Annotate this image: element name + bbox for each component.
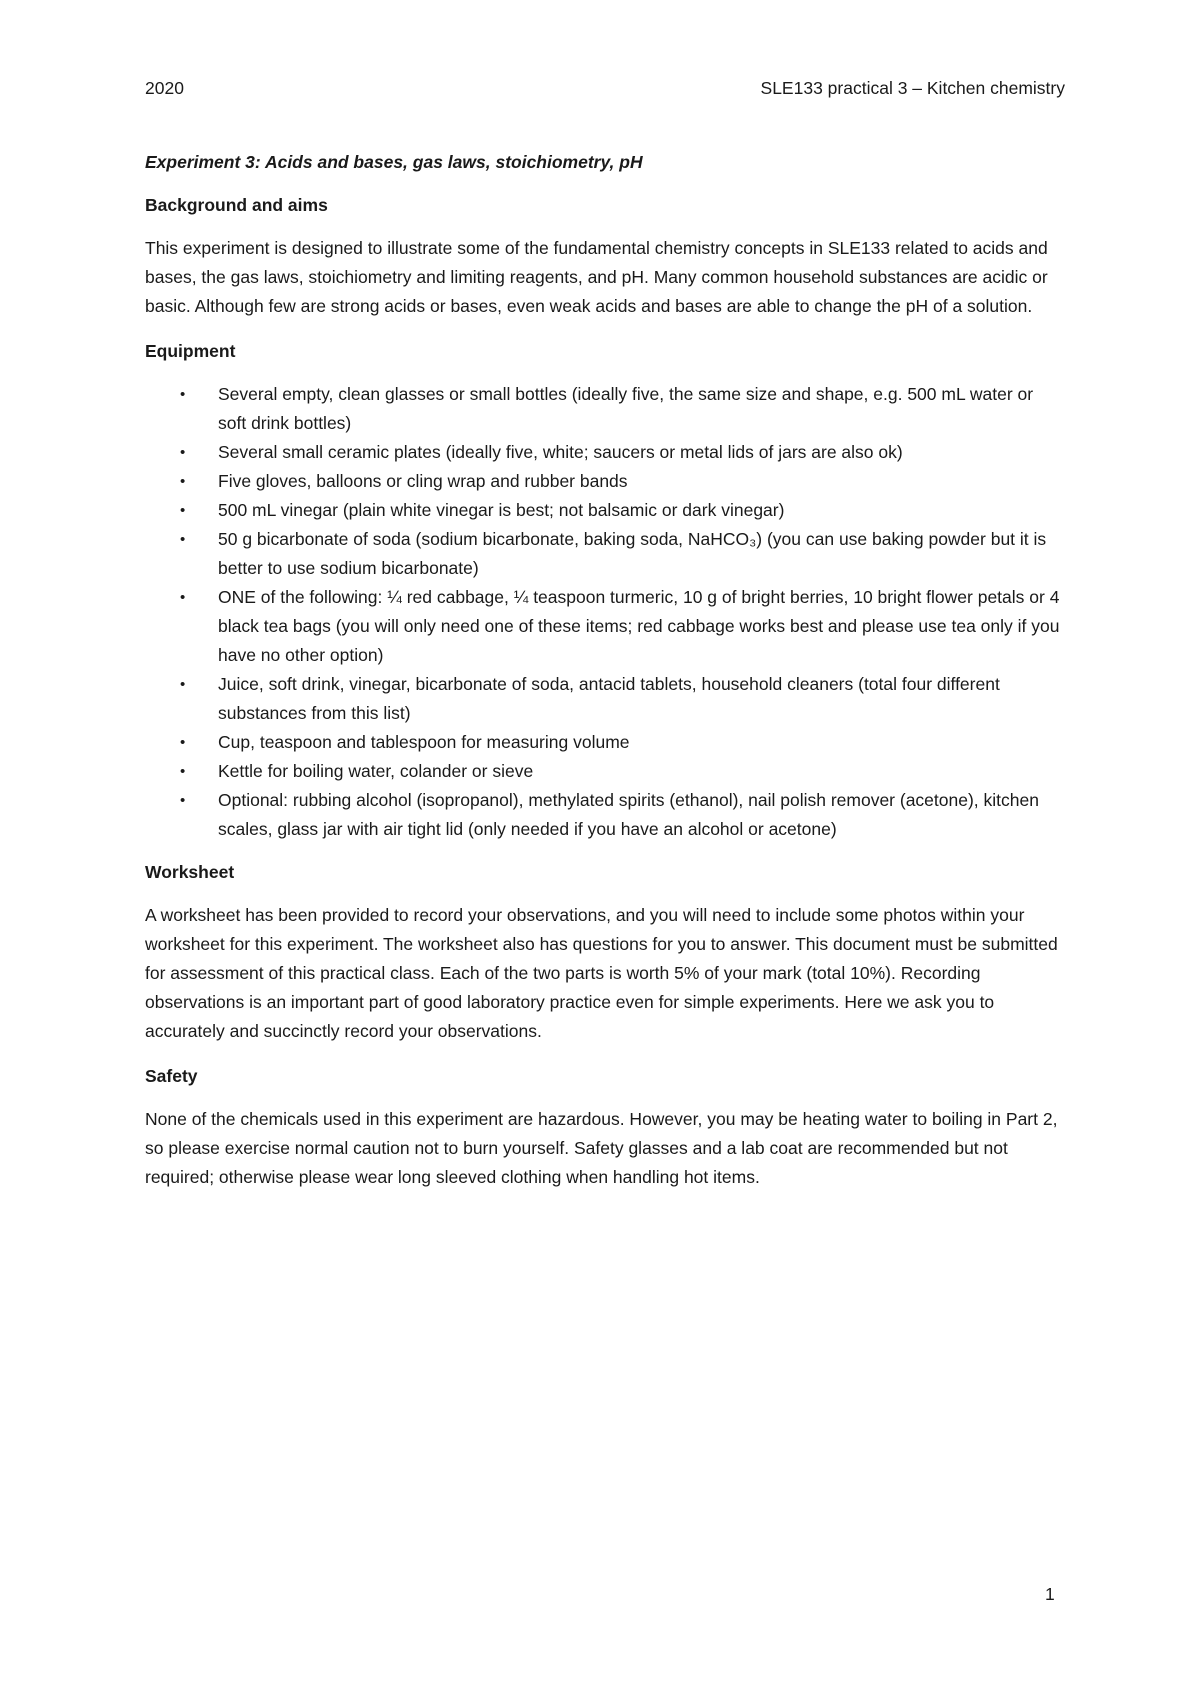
equipment-item — [145, 380, 1065, 438]
equipment-item — [145, 670, 1065, 728]
safety-heading: Safety — [145, 1066, 198, 1086]
equipment-item-text: Juice, soft drink, vinegar, bicarbonate of soda, antacid tablets, household cleaners (total four different substances from this list) — [218, 674, 1000, 723]
header-year: 2020 — [145, 77, 184, 98]
background-heading: Background and aims — [145, 195, 328, 215]
equipment-item-text: 500 mL vinegar (plain white vinegar is best; not balsamic or dark vinegar) — [218, 500, 785, 520]
bullet-icon: • — [180, 589, 186, 606]
equipment-item — [145, 438, 1065, 467]
header-course-title: SLE133 practical 3 – Kitchen chemistry — [760, 77, 1065, 98]
equipment-item-text: Several small ceramic plates (ideally five, white; saucers or metal lids of jars are also ok) — [218, 442, 903, 462]
equipment-item-text: Five gloves, balloons or cling wrap and rubber bands — [218, 471, 628, 491]
equipment-item-text: ONE of the following: ¼ red cabbage, ¼ teaspoon turmeric, 10 g of bright berries, 10 bright flower petals or 4 black tea bags (you will only need one of these items; red cabbage works best and please use tea only if you have no other option) — [218, 587, 1060, 665]
equipment-heading: Equipment — [145, 341, 236, 361]
worksheet-heading: Worksheet — [145, 862, 235, 882]
worksheet-paragraph: A worksheet has been provided to record your observations, and you will need to include some photos within your worksheet for this experiment. The worksheet also has questions for you to answer. This document must be submitted for assessment of this practical class. Each of the two parts is worth 5% of your mark (total 10%). Recording observations is an important part of good laboratory practice even for simple experiments. Here we ask you to accurately and succinctly record your observations. — [145, 905, 1058, 1041]
equipment-item-text: Several empty, clean glasses or small bottles (ideally five, the same size and shape, e.g. 500 mL water or soft drink bottles) — [218, 384, 1034, 433]
equipment-item — [145, 728, 1065, 757]
equipment-item-text: Cup, teaspoon and tablespoon for measuring volume — [218, 732, 630, 752]
bullet-icon: • — [180, 792, 186, 809]
bullet-icon: • — [180, 531, 186, 548]
page-header — [145, 76, 1065, 100]
bullet-icon: • — [180, 676, 186, 693]
equipment-item — [145, 583, 1065, 670]
equipment-item — [145, 786, 1065, 844]
bullet-icon: • — [180, 734, 186, 751]
bullet-icon: • — [180, 473, 186, 490]
equipment-item — [145, 757, 1065, 786]
equipment-item-text: Kettle for boiling water, colander or sieve — [218, 761, 534, 781]
document-body — [145, 148, 1065, 1208]
experiment-title: Experiment 3: Acids and bases, gas laws, stoichiometry, pH — [145, 152, 643, 172]
equipment-item — [145, 467, 1065, 496]
safety-paragraph: None of the chemicals used in this experiment are hazardous. However, you may be heating water to boiling in Part 2, so please exercise normal caution not to burn yourself. Safety glasses and a lab coat are recommended but not required; otherwise please wear long sleeved clothing when handling hot items. — [145, 1109, 1058, 1187]
page-number: 1 — [1045, 1584, 1055, 1604]
bullet-icon: • — [180, 763, 186, 780]
bullet-icon: • — [180, 444, 186, 461]
bullet-icon: • — [180, 502, 186, 519]
equipment-list — [145, 380, 1065, 844]
equipment-item — [145, 496, 1065, 525]
equipment-item-text: Optional: rubbing alcohol (isopropanol), methylated spirits (ethanol), nail polish remover (acetone), kitchen scales, glass jar with air tight lid (only needed if you have an alcohol or acetone) — [218, 790, 1039, 839]
bullet-icon: • — [180, 386, 186, 403]
equipment-item-text: 50 g bicarbonate of soda (sodium bicarbonate, baking soda, NaHCO₃) (you can use baking powder but it is better to use sodium bicarbonate) — [218, 529, 1047, 578]
equipment-item — [145, 525, 1065, 583]
background-paragraph: This experiment is designed to illustrate some of the fundamental chemistry concepts in SLE133 related to acids and bases, the gas laws, stoichiometry and limiting reagents, and pH. Many common household substances are acidic or basic. Although few are strong acids or bases, even weak acids and bases are able to change the pH of a solution. — [145, 238, 1048, 316]
